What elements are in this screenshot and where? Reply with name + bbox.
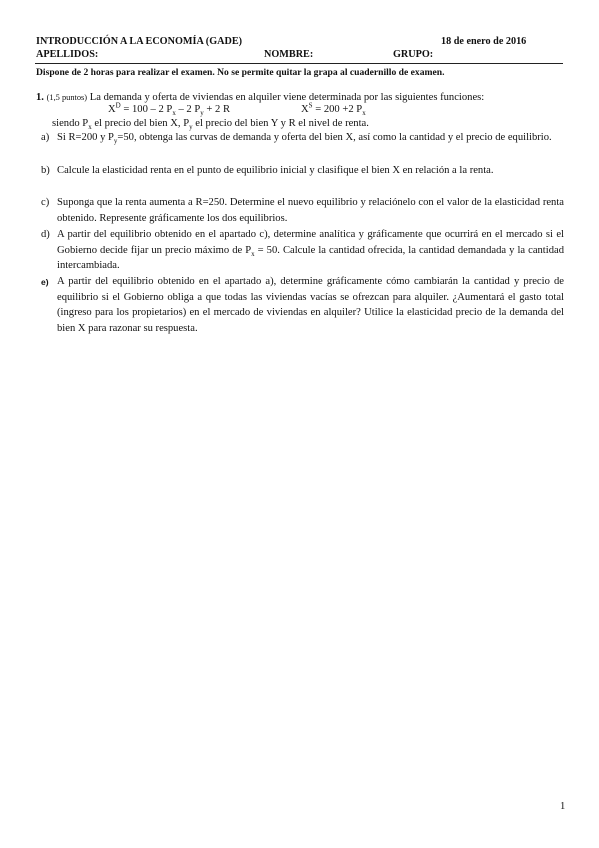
demand-equation: $X^D = 100 - 2$ $P_x - 2$ $P_y + 2$ R bbox=[108, 101, 231, 118]
exam-date: 18 de enero de 2016 bbox=[441, 36, 527, 47]
course-title: INTRODUCCIÓN A LA ECONOMÍA (GADE) bbox=[36, 36, 243, 47]
question-number: 1. bbox=[36, 92, 44, 103]
name-label: NOMBRE: bbox=[264, 49, 314, 60]
page-number: 1 bbox=[560, 801, 566, 812]
question-item-c: c) Suponga que la renta aumenta a R=250. Determine el nuevo equilibrio y relaciónelo con el valor de la elasticidad renta obtenido. Represente gráficamente los dos equilibrios. bbox=[41, 197, 564, 224]
question-item-e: e) A partir del equilibrio obtenido en el apartado a), determine gráficamente cómo cambiarán la cantidad y precio de equilibrio si el Gobierno obliga a que todas las viviendas vacías se ofrezcan para alquiler. ¿Aumentará el gasto total (ingreso para los propietarios) en el mercado de viviendas en alquiler? Utilice la elasticidad precio de la demanda del bien X para razonar su respuesta. bbox=[41, 276, 564, 334]
question-item-d: d) A partir del equilibrio obtenido en el apartado c), determine analítica y gráficamente que ocurrirá en el mercado si el Gobierno decide fijar un precio máximo de $P_x = 50$. Calcule la cantidad ofrecida, la cantidad demandada y la cantidad intercambiada. bbox=[41, 229, 564, 272]
variable-definitions: siendo $P_x$ el precio del bien X, $P_y$ el precio del bien Y y R el nivel de renta. bbox=[52, 118, 369, 132]
question-points: (1,5 puntos) bbox=[46, 93, 88, 102]
question-item-b: b) Calcule la elasticidad renta en el punto de equilibrio inicial y clasifique el bien X en relación a la renta. bbox=[41, 165, 494, 176]
question-1-intro bbox=[36, 91, 484, 106]
exam-notice: Dispone de 2 horas para realizar el examen. No se permite quitar la grapa al cuadernillo de examen. bbox=[36, 67, 445, 78]
supply-equation: $X^S = 200 +2$ $P_x$ bbox=[301, 101, 366, 118]
group-label: GRUPO: bbox=[393, 49, 434, 60]
question-item-a: a) Si R=200 y $P_y=50$, obtenga las curvas de demanda y oferta del bien X, así como la cantidad y el precio de equilibrio. bbox=[41, 132, 552, 146]
surname-label: APELLIDOS: bbox=[36, 49, 99, 60]
question-intro-text: La demanda y oferta de viviendas en alquiler viene determinada por las siguientes funciones: bbox=[89, 92, 485, 103]
header-divider bbox=[35, 63, 563, 64]
